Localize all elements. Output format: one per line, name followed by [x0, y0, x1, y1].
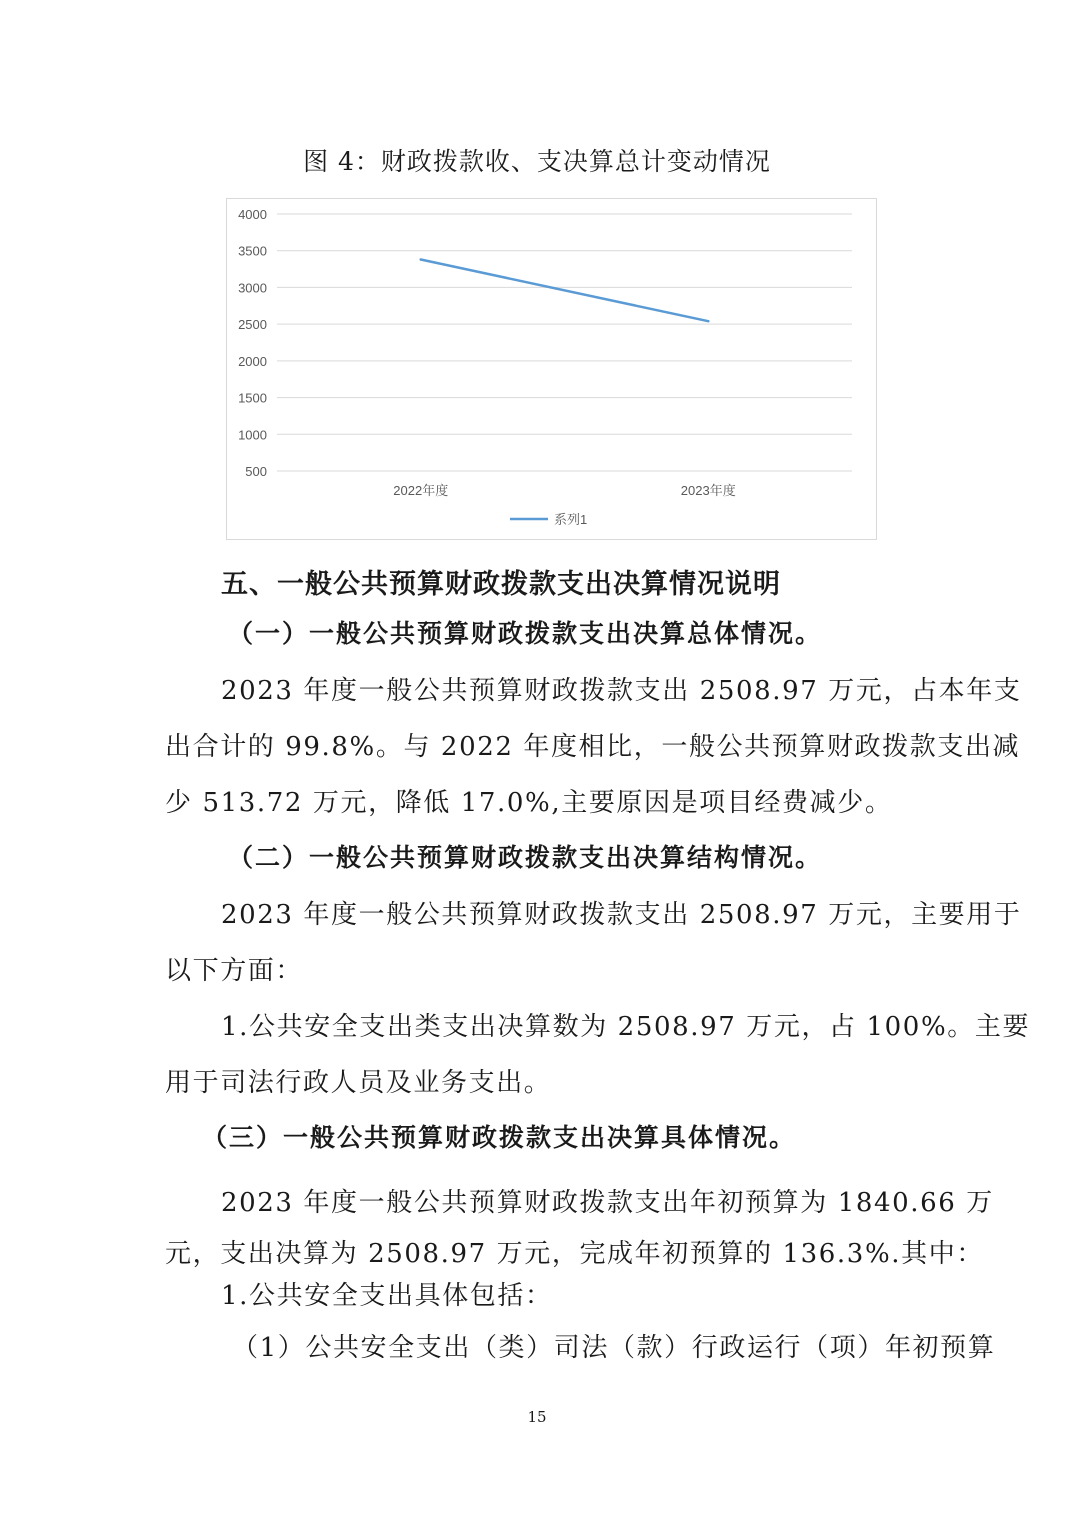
subsection-heading-3: （三）一般公共预算财政拨款支出决算具体情况。 [202, 1123, 797, 1152]
y-tick-label: 1500 [238, 390, 267, 406]
legend-label: 系列1 [554, 512, 588, 527]
subsection-heading-1: （一）一般公共预算财政拨款支出决算总体情况。 [228, 619, 823, 648]
y-tick-label: 1000 [238, 427, 267, 443]
paragraph-line: 2023 年度一般公共预算财政拨款支出 2508.97 万元，主要用于 [221, 900, 1022, 930]
paragraph-line: 2023 年度一般公共预算财政拨款支出年初预算为 1840.66 万 [221, 1188, 994, 1218]
paragraph-line: （1）公共安全支出（类）司法（款）行政运行（项）年初预算 [232, 1333, 996, 1363]
y-tick-label: 4000 [238, 207, 267, 222]
paragraph-line: 2023 年度一般公共预算财政拨款支出 2508.97 万元，占本年支 [221, 676, 1022, 706]
paragraph-line: 以下方面： [165, 956, 304, 986]
section-heading: 五、一般公共预算财政拨款支出决算情况说明 [221, 569, 781, 600]
x-tick-label: 2023年度 [680, 483, 736, 498]
paragraph-line: 元，支出决算为 2508.97 万元，完成年初预算的 136.3%.其中： [165, 1239, 984, 1269]
x-tick-label: 2022年度 [393, 483, 449, 498]
y-tick-label: 3500 [238, 243, 267, 259]
line-chart [226, 198, 877, 540]
chart-canvas [227, 199, 878, 541]
data-point [420, 258, 422, 260]
paragraph-line: 1.公共安全支出类支出决算数为 2508.97 万元，占 100%。主要 [221, 1012, 1031, 1042]
series-line [421, 260, 709, 322]
paragraph-line: 用于司法行政人员及业务支出。 [165, 1068, 552, 1098]
page-number: 15 [527, 1408, 547, 1426]
figure-caption: 图 4：财政拨款收、支决算总计变动情况 [303, 147, 771, 176]
paragraph-line: 出合计的 99.8%。与 2022 年度相比，一般公共预算财政拨款支出减 [165, 732, 1021, 762]
y-tick-label: 500 [245, 464, 267, 479]
data-point [707, 320, 709, 322]
subsection-heading-2: （二）一般公共预算财政拨款支出决算结构情况。 [228, 843, 823, 872]
y-tick-label: 2500 [238, 317, 267, 333]
y-tick-label: 2000 [238, 353, 267, 369]
paragraph-line: 1.公共安全支出具体包括： [221, 1281, 553, 1311]
paragraph-line: 少 513.72 万元，降低 17.0%,主要原因是项目经费减少。 [165, 788, 893, 818]
y-tick-label: 3000 [238, 280, 267, 296]
